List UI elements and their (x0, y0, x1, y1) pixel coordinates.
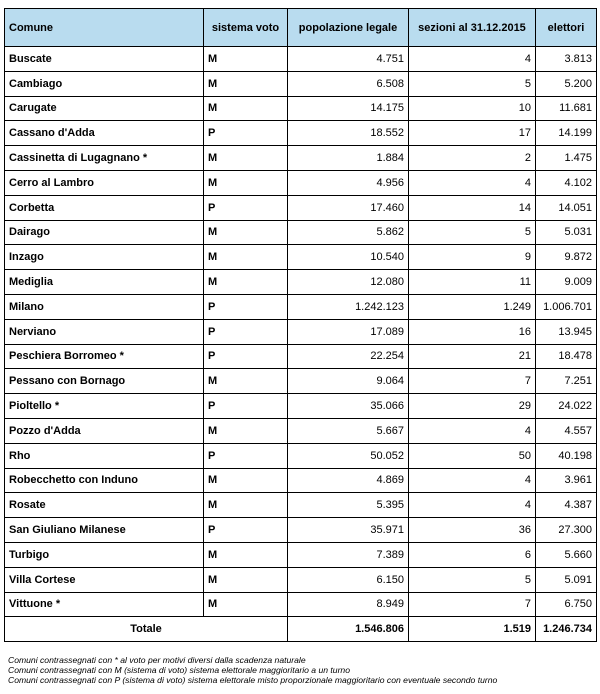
cell-popolazione: 22.254 (288, 344, 409, 369)
table-row (5, 394, 597, 419)
cell-sistema-voto: P (204, 518, 288, 543)
cell-popolazione: 17.089 (288, 319, 409, 344)
table-row (5, 195, 597, 220)
total-popolazione: 1.546.806 (288, 617, 409, 642)
cell-sistema-voto: M (204, 245, 288, 270)
cell-sezioni: 4 (409, 468, 536, 493)
cell-sezioni: 29 (409, 394, 536, 419)
table-row (5, 294, 597, 319)
cell-elettori: 4.102 (536, 170, 597, 195)
cell-sistema-voto: P (204, 443, 288, 468)
cell-elettori: 11.681 (536, 96, 597, 121)
cell-elettori: 18.478 (536, 344, 597, 369)
footnotes (8, 655, 596, 685)
cell-sezioni: 50 (409, 443, 536, 468)
header-sezioni: sezioni al 31.12.2015 (409, 9, 536, 47)
cell-popolazione: 1.884 (288, 146, 409, 171)
cell-elettori: 7.251 (536, 369, 597, 394)
cell-comune: San Giuliano Milanese (5, 518, 204, 543)
footnote-p: Comuni contrassegnati con P (sistema di voto) sistema elettorale misto proporzionale maggioritario con eventuale secondo turno (8, 675, 498, 685)
cell-sezioni: 36 (409, 518, 536, 543)
cell-sezioni: 2 (409, 146, 536, 171)
cell-elettori: 9.009 (536, 270, 597, 295)
cell-sistema-voto: M (204, 170, 288, 195)
cell-comune: Cassinetta di Lugagnano * (5, 146, 204, 171)
header-elettori: elettori (536, 9, 597, 47)
cell-popolazione: 5.395 (288, 493, 409, 518)
total-label: Totale (5, 617, 288, 642)
cell-elettori: 5.660 (536, 542, 597, 567)
cell-popolazione: 18.552 (288, 121, 409, 146)
cell-sistema-voto: M (204, 493, 288, 518)
table-header (5, 9, 597, 47)
cell-popolazione: 1.242.123 (288, 294, 409, 319)
cell-comune: Peschiera Borromeo * (5, 344, 204, 369)
cell-sistema-voto: P (204, 319, 288, 344)
cell-sezioni: 5 (409, 220, 536, 245)
cell-elettori: 3.813 (536, 47, 597, 72)
municipalities-table (4, 8, 597, 642)
footnote-asterisk: Comuni contrassegnati con * al voto per motivi diversi dalla scadenza naturale (8, 655, 306, 665)
cell-elettori: 4.557 (536, 418, 597, 443)
cell-comune: Cassano d'Adda (5, 121, 204, 146)
cell-popolazione: 7.389 (288, 542, 409, 567)
cell-comune: Inzago (5, 245, 204, 270)
cell-popolazione: 9.064 (288, 369, 409, 394)
table-row (5, 270, 597, 295)
cell-sezioni: 14 (409, 195, 536, 220)
cell-comune: Turbigo (5, 542, 204, 567)
cell-comune: Vittuone * (5, 592, 204, 617)
cell-elettori: 3.961 (536, 468, 597, 493)
cell-comune: Pozzo d'Adda (5, 418, 204, 443)
cell-comune: Villa Cortese (5, 567, 204, 592)
cell-sistema-voto: M (204, 96, 288, 121)
cell-popolazione: 35.066 (288, 394, 409, 419)
cell-sezioni: 16 (409, 319, 536, 344)
table-row (5, 443, 597, 468)
table-row (5, 170, 597, 195)
table-row (5, 567, 597, 592)
cell-comune: Rosate (5, 493, 204, 518)
cell-popolazione: 50.052 (288, 443, 409, 468)
table-row (5, 344, 597, 369)
cell-sezioni: 7 (409, 369, 536, 394)
cell-sistema-voto: M (204, 146, 288, 171)
cell-popolazione: 6.508 (288, 71, 409, 96)
cell-sistema-voto: M (204, 71, 288, 96)
cell-sezioni: 11 (409, 270, 536, 295)
cell-sezioni: 17 (409, 121, 536, 146)
cell-elettori: 40.198 (536, 443, 597, 468)
cell-elettori: 5.031 (536, 220, 597, 245)
table-row (5, 121, 597, 146)
cell-popolazione: 4.751 (288, 47, 409, 72)
cell-comune: Robecchetto con Induno (5, 468, 204, 493)
cell-comune: Pioltello * (5, 394, 204, 419)
cell-sezioni: 7 (409, 592, 536, 617)
cell-elettori: 24.022 (536, 394, 597, 419)
header-popolazione-legale: popolazione legale (288, 9, 409, 47)
cell-sistema-voto: M (204, 47, 288, 72)
cell-popolazione: 8.949 (288, 592, 409, 617)
cell-popolazione: 5.862 (288, 220, 409, 245)
cell-comune: Nerviano (5, 319, 204, 344)
cell-popolazione: 17.460 (288, 195, 409, 220)
cell-elettori: 13.945 (536, 319, 597, 344)
cell-sezioni: 5 (409, 71, 536, 96)
cell-elettori: 1.006.701 (536, 294, 597, 319)
cell-sistema-voto: P (204, 394, 288, 419)
cell-comune: Mediglia (5, 270, 204, 295)
cell-comune: Corbetta (5, 195, 204, 220)
total-sezioni: 1.519 (409, 617, 536, 642)
table-row (5, 146, 597, 171)
cell-sistema-voto: P (204, 195, 288, 220)
table-row (5, 220, 597, 245)
cell-sezioni: 10 (409, 96, 536, 121)
cell-elettori: 5.200 (536, 71, 597, 96)
table-row (5, 592, 597, 617)
cell-sezioni: 4 (409, 493, 536, 518)
cell-comune: Cerro al Lambro (5, 170, 204, 195)
header-comune: Comune (5, 9, 204, 47)
cell-sistema-voto: P (204, 344, 288, 369)
table-row (5, 493, 597, 518)
cell-comune: Carugate (5, 96, 204, 121)
cell-elettori: 1.475 (536, 146, 597, 171)
cell-popolazione: 6.150 (288, 567, 409, 592)
cell-sistema-voto: M (204, 220, 288, 245)
cell-sezioni: 1.249 (409, 294, 536, 319)
cell-sistema-voto: M (204, 567, 288, 592)
cell-comune: Pessano con Bornago (5, 369, 204, 394)
cell-comune: Rho (5, 443, 204, 468)
cell-elettori: 5.091 (536, 567, 597, 592)
table-row (5, 71, 597, 96)
table-row (5, 319, 597, 344)
cell-sistema-voto: M (204, 542, 288, 567)
header-sistema-voto: sistema voto (204, 9, 288, 47)
cell-popolazione: 12.080 (288, 270, 409, 295)
cell-sistema-voto: M (204, 592, 288, 617)
footnote-m: Comuni contrassegnati con M (sistema di voto) sistema elettorale maggioritario a un turno (8, 665, 350, 675)
cell-comune: Buscate (5, 47, 204, 72)
cell-sezioni: 4 (409, 47, 536, 72)
cell-popolazione: 10.540 (288, 245, 409, 270)
total-elettori: 1.246.734 (536, 617, 597, 642)
cell-sistema-voto: P (204, 121, 288, 146)
cell-sezioni: 9 (409, 245, 536, 270)
cell-popolazione: 4.869 (288, 468, 409, 493)
municipalities-table-container (4, 8, 596, 642)
cell-sezioni: 4 (409, 418, 536, 443)
cell-elettori: 14.051 (536, 195, 597, 220)
cell-sistema-voto: M (204, 270, 288, 295)
cell-comune: Cambiago (5, 71, 204, 96)
cell-sezioni: 6 (409, 542, 536, 567)
cell-sistema-voto: M (204, 369, 288, 394)
cell-elettori: 4.387 (536, 493, 597, 518)
total-row (5, 617, 597, 642)
table-row (5, 369, 597, 394)
cell-sezioni: 4 (409, 170, 536, 195)
cell-elettori: 14.199 (536, 121, 597, 146)
table-row (5, 542, 597, 567)
cell-comune: Milano (5, 294, 204, 319)
cell-popolazione: 5.667 (288, 418, 409, 443)
cell-elettori: 6.750 (536, 592, 597, 617)
cell-sistema-voto: M (204, 468, 288, 493)
cell-elettori: 9.872 (536, 245, 597, 270)
cell-sistema-voto: P (204, 294, 288, 319)
table-row (5, 47, 597, 72)
cell-elettori: 27.300 (536, 518, 597, 543)
cell-sezioni: 21 (409, 344, 536, 369)
cell-comune: Dairago (5, 220, 204, 245)
table-row (5, 468, 597, 493)
header-row (5, 9, 597, 47)
cell-sezioni: 5 (409, 567, 536, 592)
cell-popolazione: 14.175 (288, 96, 409, 121)
cell-sistema-voto: M (204, 418, 288, 443)
table-body (5, 47, 597, 617)
table-row (5, 96, 597, 121)
table-row (5, 245, 597, 270)
table-row (5, 418, 597, 443)
cell-popolazione: 35.971 (288, 518, 409, 543)
table-row (5, 518, 597, 543)
cell-popolazione: 4.956 (288, 170, 409, 195)
